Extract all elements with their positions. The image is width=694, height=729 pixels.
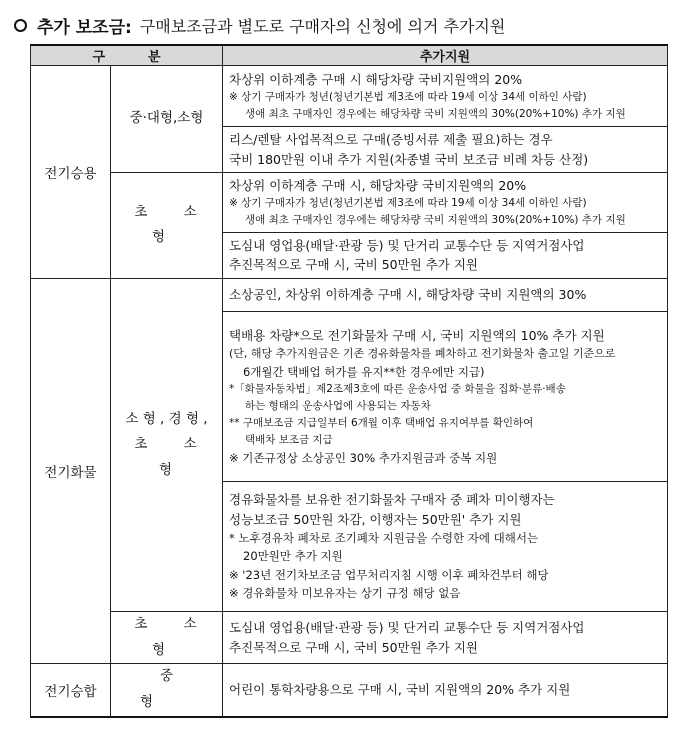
- table-row: [31, 173, 668, 233]
- table-row: [31, 66, 668, 127]
- support-cell: 차상위 이하계층 구매 시, 해당차량 국비지원액의 20% ※ 상기 구매자가 청년(청년기본법 제3조에 따라 19세 이상 34세 이하인 사람) 생애 최초 구매자인 경우에는 해당차량 국비 지원액의 30%(20%+10%) 추가 지원: [223, 173, 668, 233]
- header-category: 구 분: [31, 45, 223, 66]
- support-cell: 경유화물차를 보유한 전기화물차 구매자 중 폐차 미이행자는 성능보조금 50만원 차감, 이행자는 50만원' 추가 지원 * 노후경유차 폐차로 조기폐차 지원금을 수령한 자에 대해서는 20만원만 추가 지원 ※ '23년 전기차보조금 업무처리지침 시행 이후 폐차건부터 해당 ※ 경유화물차 미보유자는 상기 규정 해당 없음: [223, 481, 668, 611]
- heading-lead: 추가 보조금:: [37, 17, 132, 38]
- subsidy-table: [30, 44, 668, 718]
- subcategory-small-light: 소 형 , 경 형 , 초 소 형: [111, 278, 223, 611]
- support-cell: 소상공인, 차상위 이하계층 구매 시, 해당차량 국비 지원액의 30%: [223, 278, 668, 311]
- support-cell: 택배용 차량*으로 전기화물차 구매 시, 국비 지원액의 10% 추가 지원 (단, 해당 추가지원금은 기존 경유화물차를 폐차하고 전기화물차 출고일 기준으로 6개월간 택배업 허가를 유지**한 경우에만 지급) *「화물자동차법」제2조제3호에 따른 운송사업 중 화물을 집화·분류·배송 하는 형태의 운송사업에 사용되는 자동차 ** 구매보조금 지급일부터 6개월 이후 택배업 유지여부를 확인하여 택배차 보조금 지급 ※ 기존규정상 소상공인 30% 추가지원금과 중복 지원: [223, 311, 668, 481]
- category-passenger: 전기승용: [31, 66, 111, 279]
- table-row: [31, 611, 668, 663]
- subcategory-ultra-small: 초 소 형: [111, 173, 223, 279]
- table-row: [31, 664, 668, 717]
- category-van: 전기승합: [31, 664, 111, 717]
- section-heading: [14, 10, 505, 40]
- table-row: [31, 278, 668, 311]
- header-support: 추가지원: [223, 45, 668, 66]
- table-header-row: [31, 45, 668, 66]
- support-cell: 리스/렌탈 사업목적으로 구매(증빙서류 제출 필요)하는 경우 국비 180만원 이내 추가 지원(차종별 국비 보조금 비례 차등 산정): [223, 127, 668, 173]
- support-cell: 어린이 통학차량용으로 구매 시, 국비 지원액의 20% 추가 지원: [223, 664, 668, 717]
- subcategory-truck-ultra-small: 초 소 형: [111, 611, 223, 663]
- subcategory-mid-large: 중·대형,소형: [111, 66, 223, 173]
- circle-bullet-icon: [14, 19, 27, 32]
- heading-description: 구매보조금과 별도로 구매자의 신청에 의거 추가지원: [139, 16, 506, 36]
- support-cell: 도심내 영업용(배달·관광 등) 및 단거리 교통수단 등 지역거점사업 추진목적으로 구매 시, 국비 50만원 추가 지원: [223, 611, 668, 663]
- category-truck: 전기화물: [31, 278, 111, 663]
- support-cell: 도심내 영업용(배달·관광 등) 및 단거리 교통수단 등 지역거점사업 추진목적으로 구매 시, 국비 50만원 추가 지원: [223, 232, 668, 278]
- support-cell: 차상위 이하계층 구매 시 해당차량 국비지원액의 20% ※ 상기 구매자가 청년(청년기본법 제3조에 따라 19세 이상 34세 이하인 사람) 생애 최초 구매자인 경우에는 해당차량 국비 지원액의 30%(20%+10%) 추가 지원: [223, 66, 668, 127]
- subcategory-medium: 중 형: [111, 664, 223, 717]
